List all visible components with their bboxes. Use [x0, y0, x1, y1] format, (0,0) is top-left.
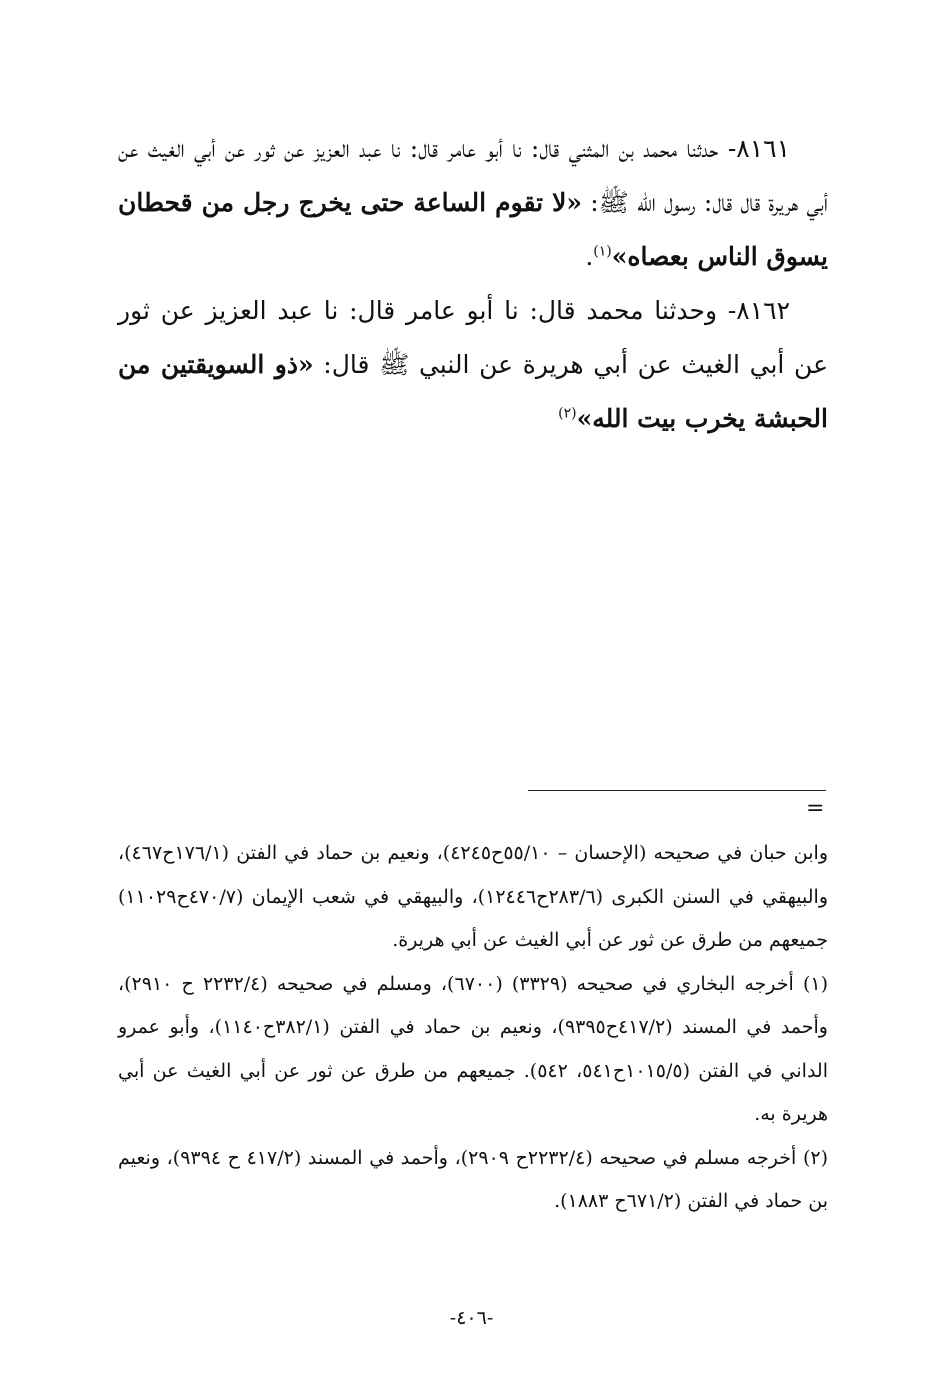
hadith-8161 — [118, 122, 828, 284]
footnote-number: (١) — [802, 972, 829, 995]
footnote-number: (٢) — [802, 1146, 829, 1169]
footnote-divider — [528, 790, 826, 791]
footnote-text: أخرجه البخاري في صحيحه (٣٣٢٩) (٦٧٠٠)، ومسلم في صحيحه (٢٢٣٢/٤ ح ٢٩١٠)، وأحمد في المسند (٤١٧/٢ح٩٣٩٥)، ونعيم بن حماد في الفتن (٣٨٢/١ح١١٤٠)، وأبو عمرو الداني في الفتن (١٠١٥/٥ح٥٤١، ٥٤٢). جميعهم من طرق عن ثور عن أبي الغيث عن أبي هريرة به. — [118, 972, 828, 1125]
hadith-isnad: ٨١٦١- حدثنا محمد بن المثني قال: نا أبو عامر قال: نا عبد العزيز عن ثور عن أبي الغيث عن أبي هريرة قال قال: رسول الله ﷺ: — [118, 134, 828, 217]
hadith-8162 — [118, 284, 828, 446]
footnote-text: وابن حبان في صحيحه (الإحسان – ٥٥/١٠ح٤٢٤٥)، ونعيم بن حماد في الفتن (١٧٦/١ح٤٦٧)، والبيهقي في السنن الكبرى (٢٨٣/٦ح١٢٤٤٦)، والبيهقي في شعب الإيمان (٤٧٠/٧ح١١٠٢٩) جميعهم من طرق عن ثور عن أبي الغيث عن أبي هريرة. — [118, 842, 828, 951]
hadith-tail: . — [585, 242, 594, 271]
hadith-matn: «لا تقوم الساعة حتى يخرج رجل من قحطان يسوق الناس بعصاه» — [118, 188, 828, 271]
footnote-continuation-mark: = — [806, 796, 825, 821]
hadith-matn: «ذو السويقتين من الحبشة يخرب بيت الله» — [118, 350, 828, 433]
footnotes — [118, 832, 828, 1224]
footnote-1 — [118, 963, 828, 1137]
page-number: -٤٠٦- — [449, 1307, 494, 1329]
footnote-ref-1[interactable]: (١) — [593, 243, 612, 260]
hadith-isnad: ٨١٦٢- وحدثنا محمد قال: نا أبو عامر قال: نا عبد العزيز عن ثور عن أبي الغيث عن أبي هريرة عن النبي ﷺ قال: — [118, 296, 828, 379]
footnote-2 — [118, 1137, 828, 1224]
main-text — [118, 122, 828, 446]
footnote-text: أخرجه مسلم في صحيحه (٢٢٣٢/٤ح ٢٩٠٩)، وأحمد في المسند (٤١٧/٢ ح ٩٣٩٤)، ونعيم بن حماد في الفتن (٦٧١/٢ح ١٨٨٣). — [118, 1146, 828, 1212]
footnote-continued — [118, 832, 828, 963]
footnote-ref-2[interactable]: (٢) — [558, 405, 577, 422]
